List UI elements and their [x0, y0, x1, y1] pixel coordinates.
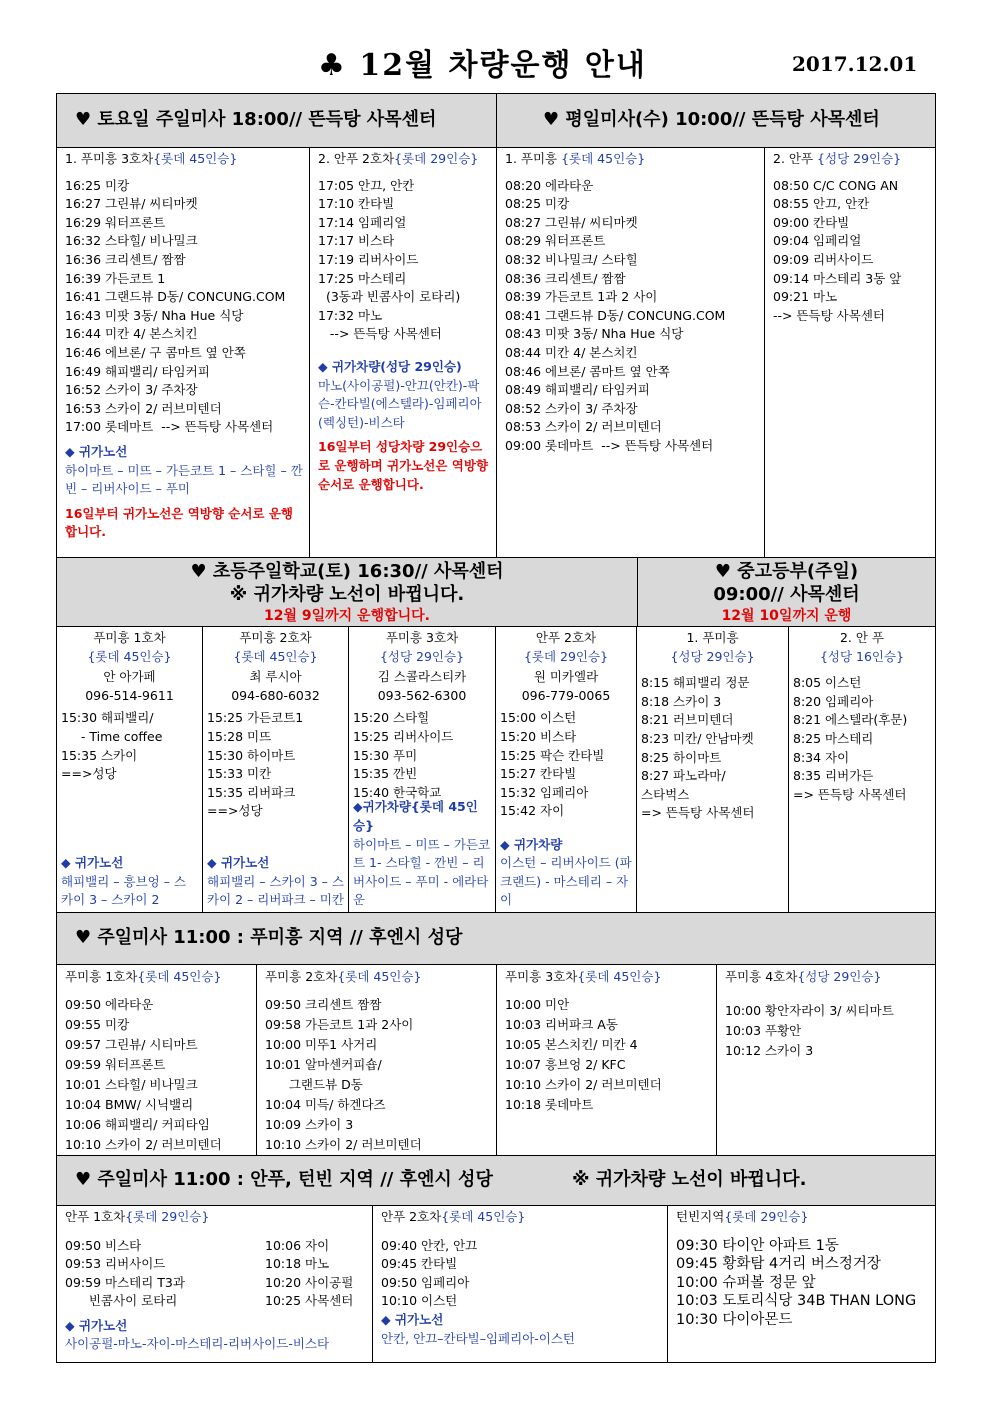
stop-item: 08:55 안끄, 안칸: [773, 196, 870, 212]
stop-item: 17:32 마노: [318, 307, 383, 323]
stop-item: 8:15 해피밸리 정문: [641, 675, 750, 691]
stop-item: 09:00 롯데마트 --> 뜬득탕 사목센터: [505, 437, 714, 453]
route-label: 푸미흥 3호차: [505, 969, 578, 984]
stop-item: 08:44 미칸 4/ 본스치킨: [505, 344, 638, 360]
stop-item: 15:30 해피밸리/: [61, 710, 154, 726]
stop-item: 15:33 미칸: [207, 766, 272, 782]
stop-item: 8:35 리버가든: [793, 768, 874, 784]
stop-item: 16:36 크리센트/ 짬짬: [65, 251, 186, 267]
bus-type: {롯데 29인승}: [394, 151, 479, 166]
return-route-title: ◆ 귀가노선: [61, 855, 124, 871]
sunday-mass-phumyhung-section: [56, 912, 936, 1156]
route-label: 2. 안푸 2호차: [318, 151, 395, 166]
driver-phone: 094-680-6032: [231, 687, 320, 703]
bus-type: {성당 16인승}: [819, 648, 905, 664]
stop-item: 15:27 칸타빌: [500, 766, 577, 782]
stop-item: 09:59 워터프론트: [65, 1057, 166, 1072]
driver-phone: 093-562-6300: [377, 687, 467, 703]
stop-item: 10:03 도토리식당 34B THAN LONG: [676, 1293, 917, 1310]
stop-item: 16:39 가든코트 1: [65, 270, 166, 286]
stop-item: 17:17 비스타: [318, 233, 395, 249]
stop-item: 16:25 미캉: [65, 177, 130, 193]
return-route: 해피밸리 – 흥브엉 – 스카이 3 – 스카이 2: [61, 873, 186, 908]
stop-item: 16:41 그랜드뷰 D동/ CONCUNG.COM: [65, 289, 286, 305]
route-column: [765, 148, 935, 557]
stop-item: 09:45 황화탐 4거리 버스정거장: [676, 1256, 881, 1273]
stop-item: 16:53 스카이 2/ 러브미텐더: [65, 400, 222, 416]
return-route-title: ◆ 귀가노선: [65, 1317, 128, 1333]
route-label: 1. 푸미흥: [686, 630, 739, 645]
bus-type: {롯데 29인승}: [523, 648, 609, 664]
route-column: [496, 627, 637, 912]
route-column: [349, 627, 496, 912]
return-route-title: ◆ 귀가차량: [500, 836, 563, 852]
stop-item: 09:04 임페리얼: [773, 233, 862, 249]
route-label: 안푸 2호차: [535, 630, 597, 645]
stop-item: 15:35 깐빈: [353, 766, 418, 782]
stop-item: 16:32 스타힐/ 비나밀크: [65, 233, 198, 249]
return-route-title: ◆ 귀가노선: [207, 855, 270, 871]
route-column: [717, 965, 935, 1155]
middle-high-header: [638, 558, 935, 627]
route-column: [497, 148, 765, 557]
sunday-mass-phumyhung-header: ♥ 주일미사 11:00 : 푸미흥 지역 // 후엔시 성당: [57, 913, 935, 965]
stop-item: 10:00 황안자라이 3/ 씨티마트: [725, 1003, 894, 1018]
stop-item: 10:18 롯데마트: [505, 1097, 594, 1112]
stop-item: 10:04 BMW/ 시닉밸리: [65, 1097, 194, 1112]
stop-item: 15:35 스카이: [61, 747, 138, 763]
stop-item: 10:04 미득/ 하겐다즈: [265, 1097, 386, 1112]
stop-item: => 뜬득탕 사목센터: [641, 805, 755, 821]
return-route: 해피밸리 – 스카이 3 – 스카이 2 – 리버파크 – 미칸: [207, 873, 344, 908]
stop-item: 17:05 안끄, 안칸: [318, 177, 415, 193]
stop-item: 16:29 워터프론트: [65, 214, 166, 230]
stop-item: 10:12 스카이 3: [725, 1043, 814, 1058]
stop-item: 08:53 스카이 2/ 러브미텐더: [505, 419, 662, 435]
stop-item: 08:49 해피밸리/ 타임커피: [505, 382, 650, 398]
route-label: 푸미흥 2호차: [265, 969, 338, 984]
stop-item: 8:25 하이마트: [641, 749, 722, 765]
stop-item: 15:32 임페리아: [500, 784, 589, 800]
stop-item: 08:39 가든코트 1과 2 사이: [505, 289, 658, 305]
driver-name: 원 미카엘라: [533, 669, 599, 685]
stop-item: 8:20 임페리아: [793, 693, 874, 709]
stop-item: 08:43 미팟 3동/ Nha Hue 식당: [505, 326, 684, 342]
stop-item: 08:41 그랜드뷰 D동/ CONCUNG.COM: [505, 307, 726, 323]
stop-item: 스타벅스: [641, 786, 690, 802]
stop-item: 10:00 미뚜1 사거리: [265, 1037, 378, 1052]
bus-type: {롯데 45인승}: [337, 969, 422, 984]
middle-high-time: 09:00// 사목센터: [713, 584, 860, 605]
return-route: 사이공펄-마노-자이-마스테리-리버사이드-비스타: [65, 1336, 330, 1352]
stop-item: 08:25 미캉: [505, 196, 570, 212]
stop-item: 17:10 칸타빌: [318, 196, 395, 212]
route-label: 안푸 1호차: [65, 1209, 126, 1224]
stop-item: 16:49 해피밸리/ 타임커피: [65, 363, 210, 379]
stop-item: 8:23 미칸/ 안남마켓: [641, 730, 754, 746]
stop-item: 17:19 리버사이드: [318, 251, 419, 267]
bus-type: {롯데 45인승}: [561, 151, 646, 166]
bus-type: {롯데 45인승}: [87, 648, 172, 664]
stop-item: 15:42 자이: [500, 803, 565, 819]
stop-item: 09:00 칸타빌: [773, 214, 850, 230]
bus-type: {롯데 45인승}: [577, 969, 662, 984]
stop-item: 15:00 이스턴: [500, 710, 577, 726]
stop-item: 15:20 비스타: [500, 728, 577, 744]
stop-item: 09:53 리버사이드: [65, 1256, 166, 1272]
bus-type: {롯데 29인승}: [125, 1209, 210, 1224]
stop-item: 15:25 팍슨 칸타빌: [500, 747, 605, 763]
sunday-mass-anphu-title: ♥ 주일미사 11:00 : 안푸, 턴빈 지역 // 후엔시 성당: [75, 1169, 493, 1190]
route-label: 푸미흥 2호차: [239, 630, 312, 645]
stop-item: 08:32 비나밀크/ 스타힐: [505, 251, 638, 267]
stop-item: 10:09 스카이 3: [265, 1117, 354, 1132]
bus-type: {롯데 29인승}: [724, 1209, 809, 1224]
route-column: [57, 1206, 373, 1362]
return-route: 이스턴 – 리버사이드 (파크랜드) - 마스테리 – 자이: [500, 855, 632, 908]
stop-item: - Time coffee: [61, 728, 163, 744]
stop-item: 09:50 비스타: [65, 1237, 142, 1253]
stop-item: 08:50 C/C CONG AN: [773, 177, 899, 193]
elementary-school-header: [57, 558, 638, 627]
stop-item: 그랜드뷰 D동: [265, 1077, 363, 1092]
driver-phone: 096-779-0065: [521, 687, 611, 703]
stop-item: 10:06 자이: [265, 1237, 330, 1253]
stop-item: 17:14 임페리얼: [318, 214, 407, 230]
stop-item: => 뜬득탕 사목센터: [793, 786, 907, 802]
route-column: [373, 1206, 668, 1362]
stop-item: 10:06 해피밸리/ 커피타임: [65, 1117, 210, 1132]
stop-item: 10:10 이스턴: [381, 1293, 458, 1309]
stop-item: 15:20 스타힐: [353, 710, 430, 726]
date: 2017.12.01: [792, 52, 918, 76]
return-route: 마노(사이공펄)-안끄(안칸)-팍슨-칸타빌(에스텔라)-임페리아(렉싱턴)-비스타: [318, 377, 482, 430]
stop-item: 16:27 그린뷰/ 씨티마켓: [65, 196, 198, 212]
stop-item: 8:21 에스텔라(후문): [793, 712, 908, 728]
route-column: [497, 965, 717, 1155]
stop-item: 09:58 가든코트 1과 2사이: [265, 1017, 414, 1032]
stop-item: 15:35 리버파크: [207, 784, 296, 800]
stop-item: 8:25 마스테리: [793, 730, 874, 746]
stop-item: 10:10 스카이 2/ 러브미텐더: [265, 1137, 422, 1152]
return-route: 하이마트 – 미뜨 – 가든코트 1- 스타힐 - 깐빈 – 리버사이드 – 푸미 - 에라타운: [353, 836, 491, 908]
driver-name: 최 루시아: [249, 669, 302, 685]
stop-item: 09:59 마스테리 T3과: [65, 1274, 185, 1290]
sunday-mass-anphu-section: [56, 1155, 936, 1363]
stop-item: 10:00 슈퍼볼 정문 앞: [676, 1274, 816, 1291]
route-label: 턴빈지역: [676, 1209, 725, 1224]
stop-item: 09:50 에라타운: [65, 997, 154, 1012]
elementary-title: ♥ 초등주일학교(토) 16:30// 사목센터: [190, 561, 504, 582]
stop-item: 10:01 스타힐/ 비나밀크: [65, 1077, 198, 1092]
stop-item: 8:05 이스턴: [793, 675, 862, 691]
page-title: ♣ 12월 차량운행 안내: [318, 48, 647, 83]
stop-item: 09:57 그린뷰/ 시티마트: [65, 1037, 198, 1052]
return-route-title: ◆ 귀가노선: [381, 1311, 444, 1327]
bus-type: {성당 29인승}: [817, 151, 902, 166]
route-column: [203, 627, 349, 912]
route-label: 푸미흥 1호차: [93, 630, 166, 645]
stop-item: 8:34 자이: [793, 749, 850, 765]
stop-item: 08:29 워터프론트: [505, 233, 606, 249]
stop-item: 09:50 크리센트 짬짬: [265, 997, 382, 1012]
stop-item: 08:27 그린뷰/ 씨티마켓: [505, 214, 638, 230]
stop-item: 10:18 마노: [265, 1256, 330, 1272]
stop-item: 09:14 마스테리 3동 앞: [773, 270, 902, 286]
stop-item: 15:40 한국학교: [353, 784, 442, 800]
stop-item: 09:45 칸타빌: [381, 1256, 458, 1272]
stop-item: 17:25 마스테리: [318, 270, 407, 286]
route-label: 푸미흥 1호차: [65, 969, 138, 984]
driver-name: 김 스콜라스티카: [377, 669, 467, 685]
route-column: [789, 627, 935, 912]
bus-type: {롯데 45인승}: [441, 1209, 526, 1224]
stop-item: 10:00 미안: [505, 997, 570, 1012]
route-column: [668, 1206, 935, 1362]
run-until-note: 12월 9일까지 운행합니다.: [263, 608, 430, 624]
route-label: 2. 안 푸: [839, 630, 885, 645]
stop-item: 09:55 미캉: [65, 1017, 130, 1032]
stop-item: 08:52 스카이 3/ 주차장: [505, 400, 638, 416]
stop-item: 10:10 스카이 2/ 러브미텐더: [505, 1077, 662, 1092]
stop-item: 10:10 스카이 2/ 러브미텐더: [65, 1137, 222, 1152]
stop-item: 10:20 사이공펄: [265, 1274, 354, 1290]
stop-item: 10:01 알마센커피숍/: [265, 1057, 382, 1072]
notice: 16일부터 성당차량 29인승으로 운행하며 귀가노선은 역방향 순서로 운행합니다.: [318, 439, 489, 492]
stop-item: 10:30 다이아몬드: [676, 1311, 793, 1328]
stop-item: 08:46 에브론/ 콤마트 옆 안쪽: [505, 363, 670, 379]
bus-type: {롯데 45인승}: [233, 648, 318, 664]
bus-type: {성당 29인승}: [379, 648, 465, 664]
route-column: [310, 148, 497, 557]
stop-item: 8:21 러브미텐더: [641, 712, 734, 728]
weekday-mass-header: ♥ 평일미사(수) 10:00// 뜬득탕 사목센터: [497, 94, 935, 148]
return-route-title: ◆ 귀가노선: [65, 443, 128, 459]
stop-item: 15:25 가든코트1: [207, 710, 304, 726]
driver-name: 안 아가페: [103, 669, 156, 685]
driver-phone: 096-514-9611: [85, 687, 174, 703]
route-label: 1. 푸미흥: [505, 151, 558, 166]
stop-item: 빈콤사이 로타리: [65, 1293, 178, 1309]
middle-high-run-until: 12월 10일까지 운행: [721, 608, 852, 624]
sunday-mass-anphu-header: [57, 1156, 935, 1206]
stop-item: 10:03 리버파크 A동: [505, 1017, 618, 1032]
route-column: [257, 965, 497, 1155]
stop-item: 10:25 사목센터: [265, 1293, 354, 1309]
bus-type: {롯데 45인승}: [153, 151, 238, 166]
bus-type: {성당 29인승}: [797, 969, 882, 984]
stop-item: 08:36 크리센트/ 짬짬: [505, 270, 626, 286]
stop-item: --> 뜬득탕 사목센터: [773, 307, 885, 323]
stop-item: 10:07 흥브엉 2/ KFC: [505, 1057, 626, 1072]
stop-item: 15:30 하이마트: [207, 747, 296, 763]
stop-item: --> 뜬득탕 사목센터: [318, 326, 442, 342]
return-route-title: ◆ 귀가차량(성당 29인승): [318, 358, 462, 374]
stop-item: ==>성당: [61, 766, 117, 782]
stop-item: 09:50 임페리아: [381, 1274, 470, 1290]
route-label: 2. 안푸: [773, 151, 814, 166]
saturday-mass-header: ♥ 토요일 주일미사 18:00// 뜬득탕 사목센터: [57, 94, 497, 148]
route-label: 안푸 2호차: [381, 1209, 442, 1224]
stop-item: 08:20 에라타운: [505, 177, 594, 193]
stop-item: 15:28 미뜨: [207, 728, 272, 744]
route-change-note: ※ 귀가차량 노선이 바뀝니다.: [229, 584, 465, 605]
bus-type: {성당 29인승}: [670, 648, 755, 664]
saturday-weekday-section: [56, 93, 936, 558]
route-change-note: ※ 귀가차량 노선이 바뀝니다.: [572, 1169, 807, 1190]
return-route: 하이마트 – 미뜨 – 가든코트 1 – 스타힐 – 깐빈 – 리버사이드 – 푸미: [65, 462, 303, 497]
return-route: 안칸, 안끄–칸타빌–임페리아-이스턴: [381, 1330, 576, 1346]
middle-high-title: ♥ 중고등부(주일): [714, 561, 859, 582]
route-label: 푸미흥 4호차: [725, 969, 798, 984]
route-column: [57, 148, 310, 557]
notice: 16일부터 귀가노선은 역방향 순서로 운행합니다.: [65, 505, 294, 540]
route-column: [57, 965, 257, 1155]
stop-item: 09:09 리버사이드: [773, 251, 874, 267]
bus-type: {롯데 45인승}: [137, 969, 222, 984]
stop-item: 16:43 미팟 3동/ Nha Hue 식당: [65, 307, 244, 323]
stop-item: 17:00 롯데마트 --> 뜬득탕 사목센터: [65, 419, 274, 435]
stop-item: 16:46 에브론/ 구 콤마트 옆 안쪽: [65, 344, 246, 360]
stop-item: (3동과 빈콤사이 로타리): [318, 289, 461, 305]
stop-item: 09:30 타이안 아파트 1동: [676, 1237, 839, 1254]
stop-item: 16:44 미칸 4/ 본스치킨: [65, 326, 198, 342]
sunday-school-section: [56, 557, 936, 913]
stop-item: 09:21 마노: [773, 289, 838, 305]
stop-item: 8:27 파노라마/: [641, 768, 726, 784]
route-label: 1. 푸미흥 3호차: [65, 151, 154, 166]
stop-item: 16:52 스카이 3/ 주차장: [65, 382, 198, 398]
return-route-title: ◆귀가차량{롯데 45인승}: [353, 799, 478, 834]
stop-item: 09:40 안칸, 안끄: [381, 1237, 478, 1253]
stop-item: 10:03 푸황안: [725, 1023, 802, 1038]
route-column: [57, 627, 203, 912]
stop-item: 10:05 본스치킨/ 미칸 4: [505, 1037, 638, 1052]
stop-item: ==>성당: [207, 803, 263, 819]
stop-item: 15:30 푸미: [353, 747, 418, 763]
stop-item: 15:25 리버사이드: [353, 728, 454, 744]
route-label: 푸미흥 3호차: [385, 630, 459, 645]
stop-item: 8:18 스카이 3: [641, 693, 722, 709]
route-column: [637, 627, 789, 912]
